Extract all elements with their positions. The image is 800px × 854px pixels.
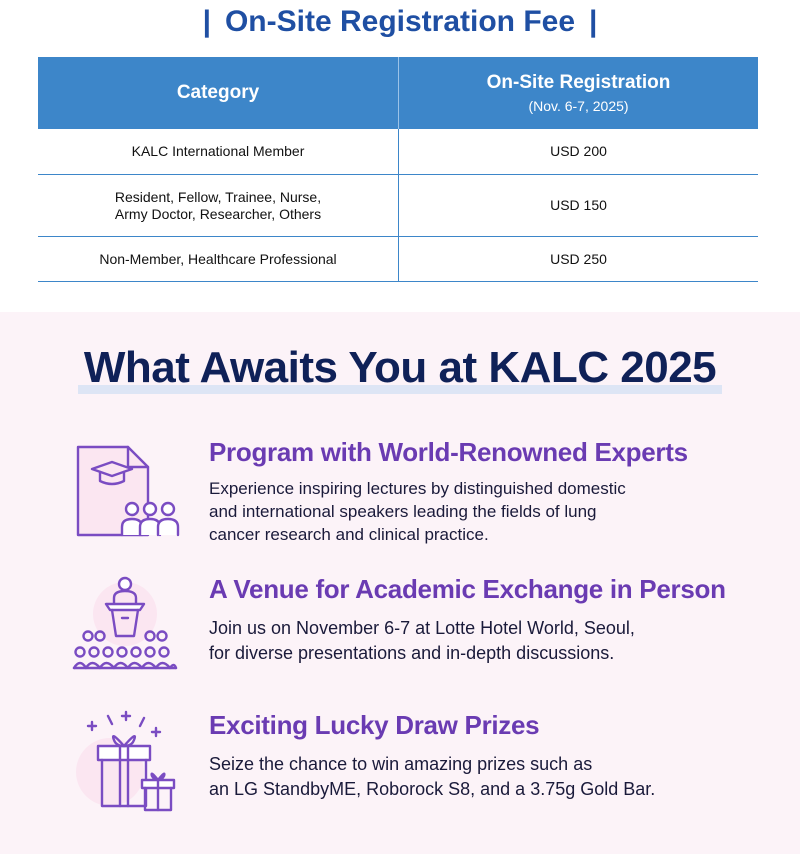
row-category-line: Army Doctor, Researcher, Others xyxy=(114,205,322,222)
feature-title: Program with World-Renowned Experts xyxy=(209,437,688,467)
awaits-section xyxy=(0,312,800,854)
row-category: Non-Member, Healthcare Professional xyxy=(38,237,399,282)
row-fee: USD 250 xyxy=(399,237,759,282)
feature-line: and international speakers leading the fields of lung xyxy=(209,502,597,521)
feature-description xyxy=(209,752,769,802)
title-bar-right: | xyxy=(589,5,598,38)
table-row xyxy=(38,237,758,282)
header-category: Category xyxy=(38,57,399,129)
header-registration-label: On-Site Registration xyxy=(486,72,671,93)
row-category-line: Resident, Fellow, Trainee, Nurse, xyxy=(114,188,322,205)
awaits-title-text: What Awaits You at KALC 2025 xyxy=(78,342,722,394)
fee-title-text: On-Site Registration Fee xyxy=(224,5,576,38)
fee-table xyxy=(38,57,758,282)
lecture-document-icon xyxy=(70,437,180,547)
row-fee: USD 200 xyxy=(399,129,759,175)
feature-title: A Venue for Academic Exchange in Person xyxy=(209,574,726,604)
row-category xyxy=(38,175,399,237)
row-category: KALC International Member xyxy=(38,129,399,175)
feature-description xyxy=(209,616,769,666)
row-fee: USD 150 xyxy=(399,175,759,237)
header-registration xyxy=(399,57,759,129)
feature-line: an LG StandbyME, Roborock S8, and a 3.75g Gold Bar. xyxy=(209,779,656,799)
gift-box-icon xyxy=(70,710,180,820)
feature-line: cancer research and clinical practice. xyxy=(209,525,489,544)
table-row xyxy=(38,129,758,175)
feature-line: Experience inspiring lectures by distinguished domestic xyxy=(209,479,626,498)
title-bar-left: | xyxy=(202,5,211,38)
fee-section-title xyxy=(0,0,800,44)
feature-title: Exciting Lucky Draw Prizes xyxy=(209,710,540,740)
header-registration-dates: (Nov. 6-7, 2025) xyxy=(528,98,629,114)
fee-table-header-row xyxy=(38,57,758,129)
table-row xyxy=(38,175,758,237)
feature-line: Join us on November 6-7 at Lotte Hotel World, Seoul, xyxy=(209,618,635,638)
feature-line: for diverse presentations and in-depth discussions. xyxy=(209,643,615,663)
podium-audience-icon xyxy=(70,574,180,684)
feature-line: Seize the chance to win amazing prizes such as xyxy=(209,754,593,774)
feature-description xyxy=(209,477,769,546)
awaits-title xyxy=(0,342,800,394)
